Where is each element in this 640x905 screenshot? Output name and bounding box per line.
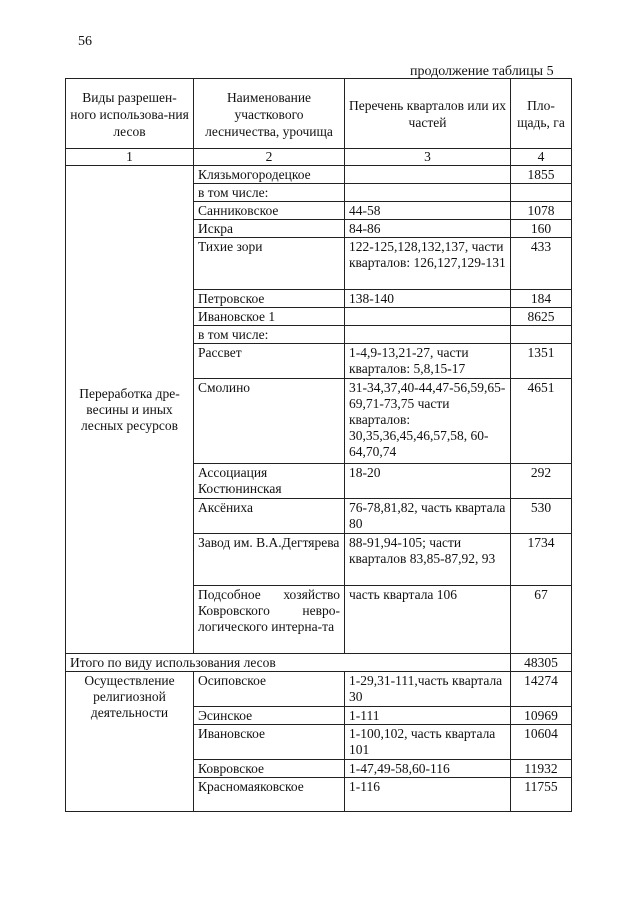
area: 10969 xyxy=(511,707,572,725)
table-row xyxy=(66,166,572,184)
column-number: 3 xyxy=(345,149,511,166)
quarters: 1-100,102, часть квартала 101 xyxy=(345,725,511,760)
header-use-type: Виды разрешен-ного использова-ния лесов xyxy=(66,79,194,149)
quarters xyxy=(345,184,511,202)
forestry-name: Клязьмогородецкое xyxy=(194,166,345,184)
use-type-cell: Осуществление религиозной деятельности xyxy=(66,672,194,812)
forestry-name: Ивановское 1 xyxy=(194,308,345,326)
forestry-name: Искра xyxy=(194,220,345,238)
quarters: 1-29,31-111,часть квартала 30 xyxy=(345,672,511,707)
table-header-row xyxy=(66,79,572,149)
area: 67 xyxy=(511,586,572,654)
forest-use-table xyxy=(65,78,572,812)
quarters xyxy=(345,308,511,326)
area: 292 xyxy=(511,464,572,499)
forestry-name: Ивановское xyxy=(194,725,345,760)
quarters: 1-116 xyxy=(345,778,511,812)
area: 1351 xyxy=(511,344,572,379)
total-area: 48305 xyxy=(511,654,572,672)
header-area: Пло-щадь, га xyxy=(511,79,572,149)
quarters: 1-4,9-13,21-27, части кварталов: 5,8,15-17 xyxy=(345,344,511,379)
use-type-cell: Переработка дре-весины и иных лесных ресурсов xyxy=(66,166,194,654)
area: 530 xyxy=(511,499,572,534)
forestry-name: Санниковское xyxy=(194,202,345,220)
area: 10604 xyxy=(511,725,572,760)
forestry-name: Петровское xyxy=(194,290,345,308)
forestry-name: в том числе: xyxy=(194,326,345,344)
area: 433 xyxy=(511,238,572,290)
area: 4651 xyxy=(511,379,572,464)
forestry-name: в том числе: xyxy=(194,184,345,202)
quarters: 18-20 xyxy=(345,464,511,499)
column-number: 1 xyxy=(66,149,194,166)
area: 184 xyxy=(511,290,572,308)
forestry-name: Эсинское xyxy=(194,707,345,725)
total-label: Итого по виду использования лесов xyxy=(66,654,511,672)
quarters: 1-47,49-58,60-116 xyxy=(345,760,511,778)
quarters: 122-125,128,132,137, части кварталов: 126,127,129-131 xyxy=(345,238,511,290)
area: 11755 xyxy=(511,778,572,812)
quarters xyxy=(345,166,511,184)
column-number: 4 xyxy=(511,149,572,166)
forestry-name: Осиповское xyxy=(194,672,345,707)
quarters: 31-34,37,40-44,47-56,59,65-69,71-73,75 части кварталов: 30,35,36,45,46,57,58, 60-64,70,74 xyxy=(345,379,511,464)
area: 1855 xyxy=(511,166,572,184)
area: 8625 xyxy=(511,308,572,326)
quarters: 138-140 xyxy=(345,290,511,308)
forestry-name: Подсобное хозяйство Ковровского невро-логического интерна-та xyxy=(194,586,345,654)
forestry-name: Аксёниха xyxy=(194,499,345,534)
forestry-name: Смолино xyxy=(194,379,345,464)
area: 1734 xyxy=(511,534,572,586)
forestry-name: Рассвет xyxy=(194,344,345,379)
area: 160 xyxy=(511,220,572,238)
quarters: 1-111 xyxy=(345,707,511,725)
area: 11932 xyxy=(511,760,572,778)
quarters: часть квартала 106 xyxy=(345,586,511,654)
area xyxy=(511,326,572,344)
table-row xyxy=(66,672,572,707)
area: 1078 xyxy=(511,202,572,220)
area: 14274 xyxy=(511,672,572,707)
total-row xyxy=(66,654,572,672)
header-forestry-name: Наименование участкового лесничества, урочища xyxy=(194,79,345,149)
area xyxy=(511,184,572,202)
forestry-name: Тихие зори xyxy=(194,238,345,290)
header-quarters: Перечень кварталов или их частей xyxy=(345,79,511,149)
page-number: 56 xyxy=(78,34,92,49)
column-number: 2 xyxy=(194,149,345,166)
column-number-row xyxy=(66,149,572,166)
quarters: 44-58 xyxy=(345,202,511,220)
forestry-name: Ассоциация Костюнинская xyxy=(194,464,345,499)
quarters: 84-86 xyxy=(345,220,511,238)
quarters: 88-91,94-105; части кварталов 83,85-87,92, 93 xyxy=(345,534,511,586)
forestry-name: Красномаяковское xyxy=(194,778,345,812)
quarters xyxy=(345,326,511,344)
quarters: 76-78,81,82, часть квартала 80 xyxy=(345,499,511,534)
table-continuation-caption: продолжение таблицы 5 xyxy=(410,64,554,79)
forestry-name: Завод им. В.А.Дегтярева xyxy=(194,534,345,586)
forestry-name: Ковровское xyxy=(194,760,345,778)
